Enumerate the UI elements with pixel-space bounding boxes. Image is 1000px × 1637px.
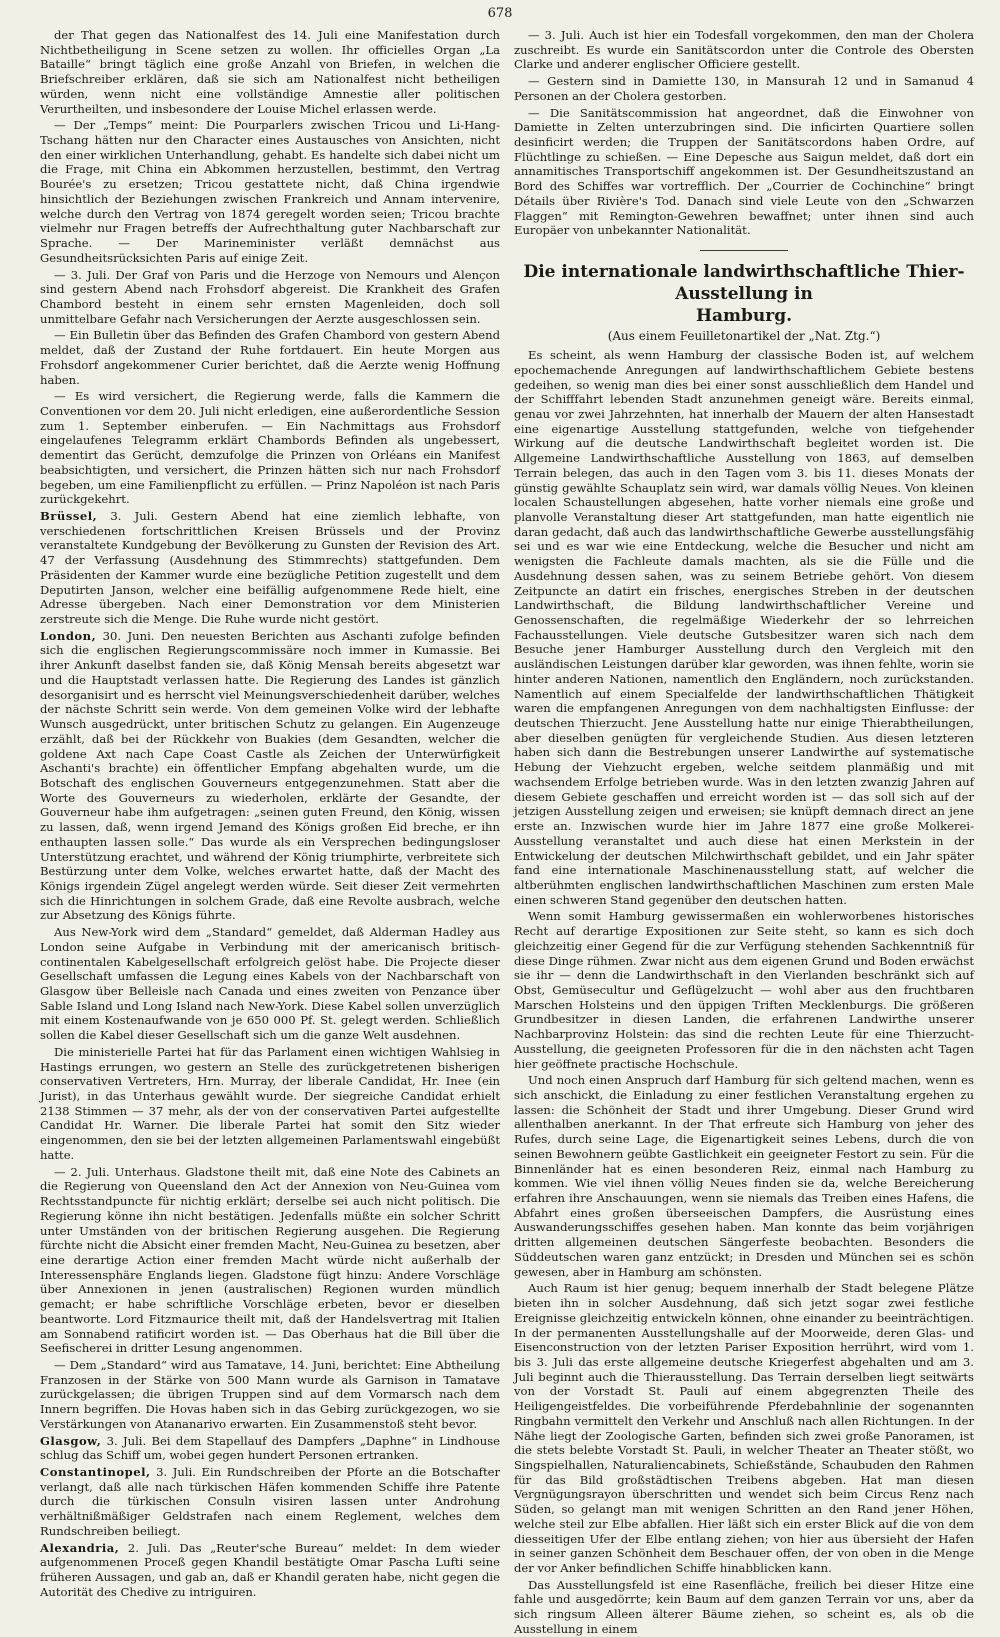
news-item xyxy=(40,509,500,627)
news-text: — Es wird versichert, die Regierung werde, falls die Kammern die Conventionen vor dem 20. Juli nicht erledigen, eine außerordentliche Session zum 1. September einberufen. — Ein Nachmittags aus Frohsdorf eingelaufenes Telegramm erklärt Chambords Befinden als ungebessert, dementirt das Gerücht, demzufolge die Prinzen von Orléans ein Manifest beabsichtigten, und versichert, die Prinzen hätten sich nur nach Frohsdorf begeben, um eine Familienpflicht zu erfüllen. — Prinz Napoléon ist nach Paris zurückgekehrt. xyxy=(40,389,500,507)
news-text: — Gestern sind in Damiette 130, in Mansurah 12 und in Samanud 4 Personen an der Cholera gestorben. xyxy=(514,74,974,103)
article-title xyxy=(514,261,974,327)
article-paragraph: Und noch einen Anspruch darf Hamburg für sich geltend machen, wenn es sich anschickt, die Einladung zu einer festlichen Veranstaltung ergehen zu lassen: die Schönheit der Stadt und ihrer Umgebung. Dieser Grund wird allenthalben anerkannt. In der That erfreute sich Hamburg von jeher des Rufes, durch seine Lage, die Eigenartigkeit seines Lebens, durch die von seinen Bewohnern geübte Gastlichkeit ein geeigneter Festort zu sein. Für die Binnenländer hat es einen besonderen Reiz, einmal nach Hamburg zu kommen. Wie viel ihnen völlig Neues finden sie da, welche Bereicherung erfahren ihre Anschauungen, wenn sie niemals das Treiben eines Hafens, die Abfahrt eines großen überseeischen Dampfers, die Ausrüstung eines Auswanderungsschiffes gesehen haben. Man konnte das beim vorjährigen dritten allgemeinen deutschen Sängerfeste beobachten. Besonders die Süddeutschen waren ganz entzückt; in Dresden und München sei es schön gewesen, aber in Hamburg am schönsten. xyxy=(514,1073,974,1279)
news-text: Ein Rundschreiben der Pforte an die Botschafter verlangt, daß alle nach türkischen Häfen kommenden Schiffe ihre Patente durch die türkischen Consuln visiren lassen unter Androhung verhältnißmäßiger Geldstrafen nach einem Reglement, welches dem Rundschreiben beiliegt. xyxy=(40,1465,501,1538)
news-item xyxy=(514,28,974,72)
left-column xyxy=(40,28,501,1599)
news-text: Die ministerielle Partei hat für das Parlament einen wichtigen Wahlsieg in Hastings errungen, wo gestern an Stelle des zurückgetretenen bisherigen conservativen Vertreters, Hrn. Murray, der liberale Candidat, Hr. Inee (ein Jurist), in das Unterhaus gewählt wurde. Der siegreiche Candidat erhielt 2138 Stimmen — 37 mehr, als der von der conservativen Partei aufgestellte Candidat Hr. Warner. Die liberale Partei hat somit den Sitz wieder eingenommen, den sie bei der letzten allgemeinen Parlamentswahl eingebüßt hatte. xyxy=(40,1044,500,1162)
news-item xyxy=(40,1165,500,1356)
news-text: — 2. Juli. Unterhaus. Gladstone theilt mit, daß eine Note des Cabinets an die Regierung von Queensland den Act der Annexion von Neu-Guinea vom Rechtsstandpuncte für nichtig erklärt; derselbe sei auch nicht politisch. Die Regierung könne ihn nicht bestätigen. Jedenfalls müßte ein solcher Schritt unter Umständen von der britischen Regierung ausgehen. Die Regierung fürchte nicht die Absicht einer fremden Macht, Neu-Guinea zu besetzen, aber eine derartige Action einer fremden Macht würde nicht außerhalb der Interessensphäre Englands liegen. Gladstone fügt hinzu: Andere Vorschläge über Annexionen in jenen (australischen) Regionen wurden mündlich gemacht; er habe schriftliche Vorschläge erbeten, bevor er dieselben beantworte. Lord Fitzmaurice theilt mit, daß der Handelsvertrag mit Italien am Sonnabend ratificirt worden ist. — Das Oberhaus hat die Bill über die Seefischerei in dritter Lesung angenommen. xyxy=(40,1164,500,1356)
dateline-city: London, xyxy=(40,628,97,643)
article-paragraph: Auch Raum ist hier genug; bequem innerhalb der Stadt belegene Plätze bieten ihn in solcher Ausdehnung, daß sich jetzt sogar zwei festliche Ereignisse gleichzeitig entwickeln können, ohne einander zu beeinträchtigen. In der permanenten Ausstellungshalle auf der Moorweide, deren Glas- und Eisenconstruction von der letzten Pariser Exposition herrührt, wird vom 1. bis 3. Juli das erste allgemeine deutsche Kriegerfest abgehalten und am 3. Juli beginnt auch die Thierausstellung. Das Terrain derselben liegt seitwärts von der Vorstadt St. Pauli auf einem abgegrenzten Theile des Heiligengeistfeldes. Die vorbeiführende Pferdebahnlinie der sogenannten Ringbahn vermittelt den Verkehr und Anschluß nach allen Richtungen. In der Nähe liegt der Zoologische Garten, befinden sich zwei große Panoramen, ist die stets belebte Vorstadt St. Pauli, in welcher Theater an Theater stößt, wo Singspielhallen, Naturaliencabinets, Schießstände, Schaubuden den Rahmen für das Bild großstädtischen Treibens abgeben. Hat man diesen Vergnügungsrayon überschritten und wendet sich beim Circus Renz nach Süden, so gelangt man mit wenigen Schritten an den Rand jener Höhen, welche steil zur Elbe abfallen. Hier läßt sich ein erster Blick auf die von dem diesseitigen Ufer der Elbe entlang ziehen; von hier aus übersieht der Hafen in seiner ganzen Schönheit dem Beschauer offen, der von oben in die Menge der vor Anker befindlichen Schiffe hinabblicken kann. xyxy=(514,1281,974,1575)
article-title-line-1: Die internationale landwirthschaftliche Thier-Ausstellung in xyxy=(523,262,965,305)
news-text: Aus New-York wird dem „Standard“ gemeldet, daß Alderman Hadley aus London seine Aufgabe in Verbindung mit der americanisch britisch-continentalen Kabelgesellschaft erfolgreich gelöst habe. Die Projecte dieser Gesellschaft umfassen die Legung eines Kabels von der Nachbarschaft von Glasgow über Belleisle nach Canada und eines zweiten von Penzance über Sable Island und Long Island nach New-York. Diese Kabel sollen unverzüglich mit einem Kostenaufwande von je 650 000 Pf. St. gelegt werden. Schließlich sollen die Kabel dieser Gesellschaft sich um die ganze Welt ausdehnen. xyxy=(40,925,500,1043)
dateline-city: Constantinopel, xyxy=(40,1465,151,1479)
article-source: (Aus einem Feuilletonartikel der „Nat. Ztg.“) xyxy=(607,329,881,344)
news-item xyxy=(40,925,500,1043)
article-body xyxy=(514,348,974,1637)
section-divider xyxy=(700,250,788,251)
news-item xyxy=(40,28,500,116)
news-item xyxy=(40,1434,500,1463)
news-text: Das „Reuter'sche Bureau“ meldet: In dem wieder aufgenommenen Proceß gegen Khandil bestätigte Omar Pascha Lufti seine früheren Aussagen, und gab an, daß er Khandil geraten habe, nicht gegen die Autorität des Chedive zu intriguiren. xyxy=(40,1540,501,1599)
article-paragraph: Wenn somit Hamburg gewissermaßen ein wohlerworbenes historisches Recht auf derartige Expositionen zur Seite steht, so kann es sich doch gleichzeitig einer Gegend für die zur Verfügung stehenden Sachkenntniß für diese Dinge rühmen. Zwar nicht aus dem eigenen Grund und Boden erwächst sie ihr — denn die Landwirthschaft in den Vierlanden beschränkt sich auf Obst, Gemüsecultur und Geflügelzucht — wohl aber aus den fruchtbaren Marschen Holsteins und den üppigen Triften Mecklenburgs. Die größeren Grundbesitzer in diesen Landen, die erfahrenen Landwirthe unserer Nachbarprovinz Holstein: das sind die rechten Leute für eine Thierzucht-Ausstellung, die geeigneten Professoren für die in den nächsten acht Tagen hier geöffnete practische Hochschule. xyxy=(514,909,974,1071)
dateline-city: Brüssel, xyxy=(40,509,98,523)
news-text: der That gegen das Nationalfest des 14. Juli eine Manifestation durch Nichtbetheiligung in Scene setzen zu wollen. Ihr officielles Organ „La Bataille“ bringt täglich eine große Anzahl von Briefen, in welchen die Briefschreiber erklären, daß sie sich am Nationalfest nicht betheiligen würden, wenn nicht eine vollständige Amnestie aller politischen Verurtheilten, und insbesondere der Louise Michel erlassen werde. xyxy=(40,28,500,116)
news-text: — Der „Temps“ meint: Die Pourparlers zwischen Tricou und Li-Hang-Tschang hätten nur den Character eines Austausches von Ansichten, nicht den einer wirklichen Unterhandlung, gehabt. Es handelte sich dabei nicht um die Frage, mit China ein Abkommen herzustellen, bestimmt, den Vertrag Bourée's zu ersetzen; Tricou gestattete nicht, daß China irgendwie hinsichtlich der Beziehungen zwischen Frankreich und Annam intervenire, welche durch den Vertrag von 1874 geregelt worden seien; Tricou brachte vielmehr nur Fragen betreffs der Aufrechthaltung guter Nachbarschaft zur Sprache. — Der Marineminister verläßt demnächst aus Gesundheitsrücksichten Paris auf einige Zeit. xyxy=(40,118,500,265)
dateline-date: 3. Juli. xyxy=(106,1433,147,1448)
article-title-line-2: Hamburg. xyxy=(695,306,793,327)
article-paragraph: Das Ausstellungsfeld ist eine Rasenfläche, freilich bei dieser Hitze eine fahle und ausgedörrte; kein Baum auf dem ganzen Terrain vor uns, aber da sich ringsum Alleen älterer Bäume ziehen, so scheint es, als ob die Ausstellung in einem xyxy=(514,1577,974,1636)
dateline-city: Glasgow, xyxy=(40,1433,102,1448)
dateline-city: Alexandria, xyxy=(40,1540,120,1555)
news-text: — Die Sanitätscommission hat angeordnet, daß die Einwohner von Damiette in Zelten unterzubringen sind. Die inficirten Quartiere sollen desinficirt werden; die Truppen der Sanitätscordons haben Ordre, auf Flüchtlinge zu schießen. — Eine Depesche aus Saigun meldet, daß dort ein annamitisches Transportschiff angekommen ist. Der Gesundheitszustand an Bord des Schiffes war vortrefflich. Der „Courrier de Cochinchine“ bringt Détails über Rivière's Tod. Danach sind viele Leute von den „Schwarzen Flaggen“ mit Remington-Gewehren bewaffnet; unter ihnen sind auch Europäer von unbekannter Nationalität. xyxy=(514,105,974,238)
news-text: — 3. Juli. Auch ist hier ein Todesfall vorgekommen, den man der Cholera zuschreibt. Es wurde ein Sanitätscordon unter die Controle des Obersten Clarke und anderer englischer Officiere gestellt. xyxy=(514,28,974,72)
page-number: 678 xyxy=(487,6,513,21)
news-item xyxy=(514,106,974,238)
news-item xyxy=(40,1465,500,1539)
news-item xyxy=(40,629,500,923)
news-text: — 3. Juli. Der Graf von Paris und die Herzoge von Nemours und Alençon sind gestern Abend nach Frohsdorf abgereist. Die Krankheit des Grafen Chambord besteht in einem sehr ernsten Magenleiden, doch soll unmittelbare Gefahr nach Versicherungen der Aerzte ausgeschlossen sein. xyxy=(40,267,500,326)
news-item xyxy=(40,268,500,327)
article-paragraph: Es scheint, als wenn Hamburg der classische Boden ist, auf welchem epochemachende Anregungen auf landwirthschaftlichem Gebiete bestens gedeihen, so wenig man dies bei einer sonst ausschließlich dem Handel und der Schifffahrt lebenden Stadt anzunehmen geneigt wäre. Bereits einmal, genau vor zwei Jahrzehnten, hat innerhalb der Mauern der alten Hansestadt eine eigenartige Ausstellung stattgefunden, welche von tiefgehender Wirkung auf die deutsche Landwirthschaft begleitet worden ist. Die Allgemeine Landwirthschaftliche Ausstellung von 1863, auf demselben Terrain belegen, das auch in den Tagen vom 3. bis 11. dieses Monats der günstig gewählte Schauplatz sein wird, war damals völlig Neues. Von kleinen localen Schaustellungen abgesehen, hatte vorher niemals eine große und planvolle Veranstaltung dieser Art stattgefunden, man hatte eigentlich nie daran gedacht, daß auch das landwirthschaftliche Gewerbe ausstellungsfähig sei und es war wie eine Entdeckung, welche die Besucher und nicht am wenigsten die Fachleute damals machten, als sie die Fülle und die Ausdehnung dessen sahen, was zu seinem Betriebe gehört. Von diesem Zeitpuncte an datirt ein frisches, energisches Streben in der deutschen Landwirthschaft, die Bildung landwirthschaftlicher Vereine und Genossenschaften, die regelmäßige Wiederkehr der so lehrreichen Fachausstellungen. Viele deutsche Gutsbesitzer waren sich nach dem Besuche jener Hamburger Ausstellung durch den Vergleich mit den ausländischen Leistungen darüber klar geworden, was ihnen fehlte, worin sie hinter anderen Nationen, namentlich den Engländern, noch zurückstanden. Namentlich auf einem Specialfelde der landwirthschaftlichen Thätigkeit waren die empfangenen Anregungen von dem nachhaltigsten Einflusse: der deutschen Thierzucht. Jene Ausstellung hatte nur einige Thierabtheilungen, aber dieselben genügten für vergleichende Studien. Aus diesen letzteren haben sich dann die Bestrebungen unserer Landwirthe auf systematische Hebung der Viehzucht ergeben, welche seitdem planmäßig und mit wachsendem Erfolge betrieben wurde. Was in den letzten zwanzig Jahren auf diesem Gebiete geschaffen und erreicht worden ist — das soll sich auf der jetzigen Ausstellung zeigen und erweisen; sie knüpft demnach direct an jene erste an. Inzwischen wurde hier im Jahre 1877 eine große Molkerei-Ausstellung veranstaltet und auch diese hat einen Merkstein in der Entwickelung der deutschen Milchwirthschaft gebildet, und ein Jahr später fand eine internationale Maschinenausstellung statt, auf welcher die altberühmten englischen landwirthschaftlichen Maschinen zum ersten Male einen schweren Stand gegenüber den deutschen hatten. xyxy=(514,348,974,907)
dateline-date: 3. Juli. xyxy=(156,1465,196,1479)
news-text: Bei dem Stapellauf des Dampfers „Daphne“ in Lindhouse schlug das Schiff um, wobei gegen hundert Personen ertranken. xyxy=(40,1433,501,1463)
news-list-right xyxy=(514,28,974,238)
news-text: — Dem „Standard“ wird aus Tamatave, 14. Juni, berichtet: Eine Abtheilung Franzosen in der Stärke von 500 Mann wurde als Garnison in Tamatave zurückgelassen; die übrigen Truppen sind auf dem Vormarsch nach dem Innern begriffen. Die Hovas haben sich in das Gebirg zurückgezogen, wo sie Verstärkungen von Atananarivo erwarten. Ein Zusammenstoß steht bevor. xyxy=(40,1357,500,1431)
news-item xyxy=(40,1541,500,1600)
dateline-date: 2. Juli. xyxy=(127,1540,171,1555)
news-item xyxy=(40,389,500,507)
right-column xyxy=(514,28,974,1636)
news-text: Den neuesten Berichten aus Aschanti zufolge befinden sich die englischen Regierungscommissäre noch immer in Kumassie. Bei ihrer Ankunft daselbst fanden sie, daß König Mensah bereits abgesetzt war und die Hauptstadt verlassen hatte. Die Regierung des Landes ist gänzlich desorganisirt und es herrscht viel Meinungsverschiedenheit darüber, welches der nächste Schritt sein werde. Von dem gemeinen Volke wird der lebhafte Wunsch ausgedrückt, unter britischen Schutz zu gelangen. Ein Augenzeuge erzählt, daß bei der Rückkehr von Buakies (dem Gesandten, welcher die goldene Axt nach Cape Coast Castle als Zeichen der Unterwürfigkeit Aschanti's brachte) ein öffentlicher Empfang abgehalten wurde, um die Botschaft des englischen Gouverneurs entgegenzunehmen. Statt aber die Worte des Gouverneurs zu wiederholen, erklärte der Gesandte, der Gouverneur habe ihm aufgetragen: „seinen guten Freund, den König, wissen zu lassen, daß, wenn irgend Jemand des Königs großen Eid breche, er ihn enthaupten lassen solle.“ Das wurde als ein Versprechen bedingungsloser Unterstützung erachtet, und während der König triumphirte, verbreitete sich Bestürzung unter dem Volke, welches erwartet hatte, daß der Macht des Königs irgendein Zügel angelegt werden würde. Seit dieser Zeit vermehrten sich die Hinrichtungen in solchem Grade, daß eine Revolte ausbrach, welche zur Absetzung des Königs führte. xyxy=(40,628,500,923)
dateline-date: 30. Juni. xyxy=(102,628,155,643)
news-text: — Ein Bulletin über das Befinden des Grafen Chambord von gestern Abend meldet, daß der Zustand der Ruhe fortdauert. Ein heute Morgen aus Frohsdorf angekommener Curier berichtet, daß die Aerzte wenig Hoffnung haben. xyxy=(40,328,500,387)
news-item xyxy=(40,1358,500,1432)
news-list-left xyxy=(40,28,500,1599)
news-text: Gestern Abend hat eine ziemlich lebhafte, von verschiedenen fortschrittlichen Kreisen Brüssels und der Provinz veranstaltete Kundgebung der Bevölkerung zu Gunsten der Revision des Art. 47 der Verfassung (Ausdehnung des Stimmrechts) stattgefunden. Dem Präsidenten der Kammer wurde eine bezügliche Petition zugestellt und dem Deputirten Janson, welcher eine beifällig aufgenommene Rede hielt, eine Adresse übergeben. Nach einer Demonstration vor dem Ministerien zerstreute sich die Menge. Die Ruhe wurde nicht gestört. xyxy=(40,509,501,627)
news-item xyxy=(514,74,974,103)
news-item xyxy=(40,118,500,265)
dateline-date: 3. Juli. xyxy=(110,509,158,523)
news-item xyxy=(40,328,500,387)
news-item xyxy=(40,1045,500,1163)
columns xyxy=(40,28,974,1636)
